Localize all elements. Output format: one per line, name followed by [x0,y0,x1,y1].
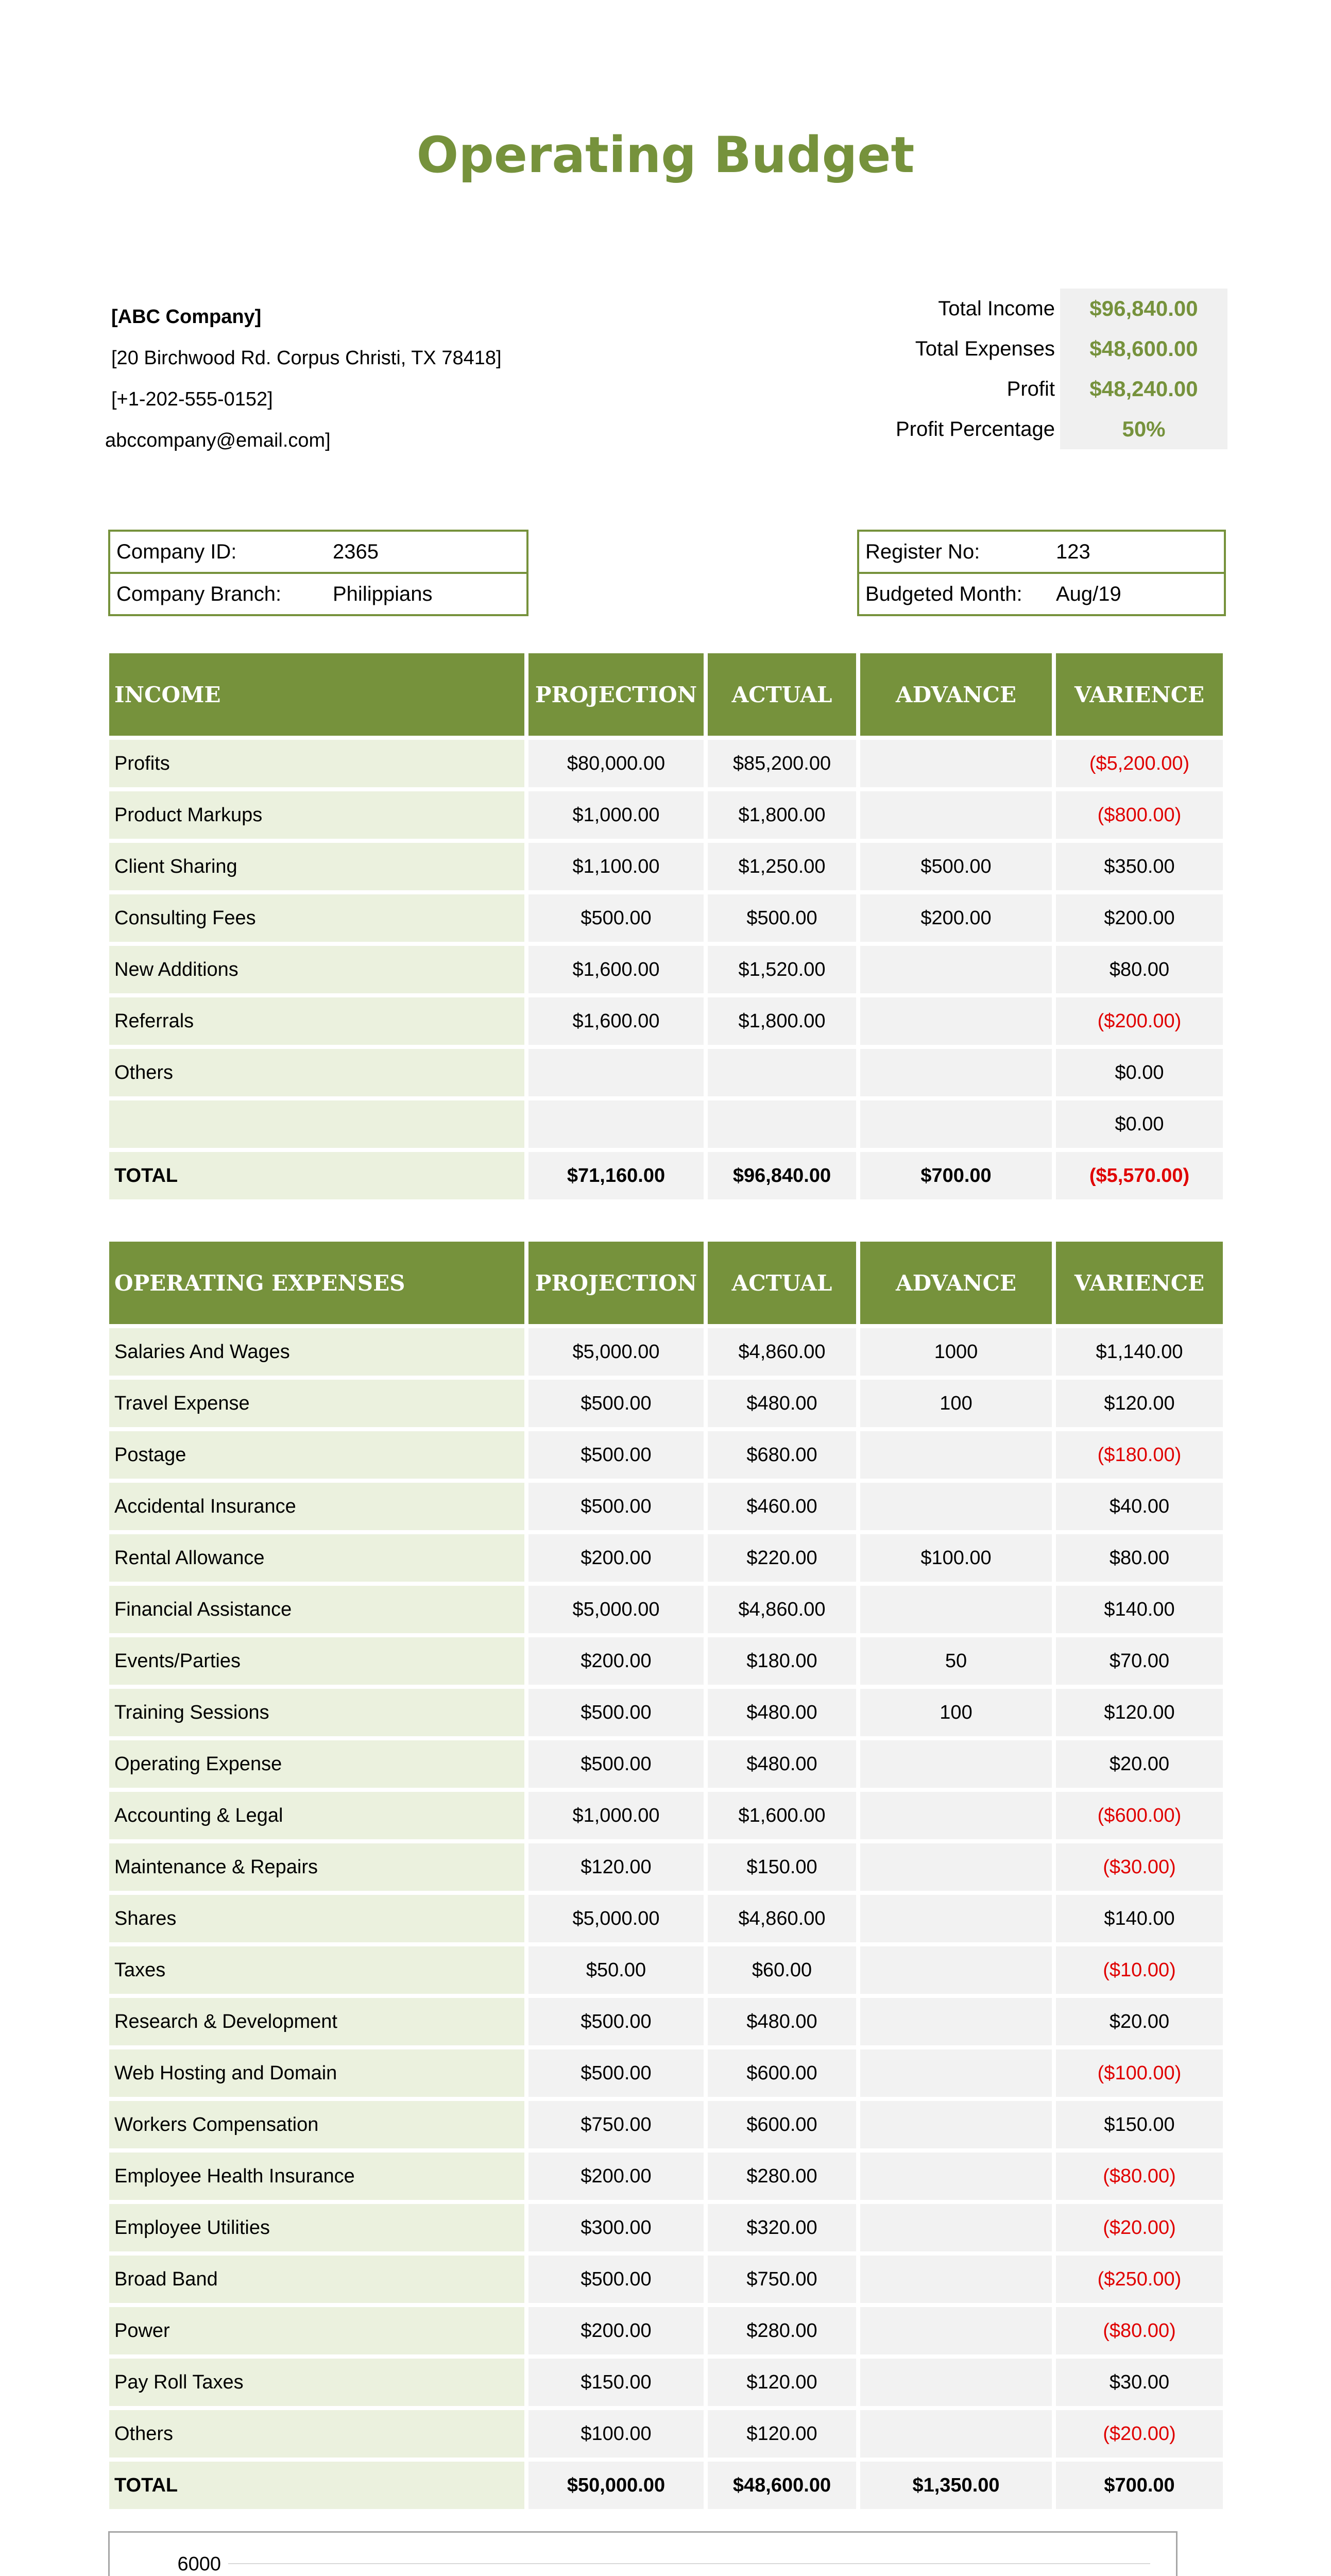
cell-variance: ($30.00) [1056,1843,1223,1891]
cell-actual: $600.00 [708,2049,856,2097]
cell-advance [860,997,1052,1045]
cell-variance: $80.00 [1056,946,1223,993]
cell-name: Broad Band [109,2256,524,2303]
table-row [109,997,1227,1045]
cell-variance: ($200.00) [1056,997,1223,1045]
cell-projection: $500.00 [528,2049,704,2097]
cell-projection: $1,600.00 [528,997,704,1045]
cell-variance: $120.00 [1056,1380,1223,1427]
cell-variance: $20.00 [1056,1998,1223,2045]
cell-projection: $500.00 [528,894,704,942]
register-info-box [857,530,1226,616]
company-block [105,296,502,461]
table-row [109,1483,1227,1530]
cell-variance: $150.00 [1056,2101,1223,2148]
cell-actual: $4,860.00 [708,1586,856,1633]
cell-projection: $50.00 [528,1946,704,1994]
cell-actual: $280.00 [708,2153,856,2200]
cell-actual: $480.00 [708,1689,856,1736]
cell-advance [860,791,1052,839]
cell-variance: $70.00 [1056,1637,1223,1685]
column-header: ADVANCE [860,1242,1052,1324]
cell-name: Workers Compensation [109,2101,524,2148]
cell-name: Employee Utilities [109,2204,524,2251]
summary-row [850,369,1227,409]
cell-variance: ($80.00) [1056,2153,1223,2200]
table-row [109,1946,1227,1994]
cell-name: Maintenance & Repairs [109,1843,524,1891]
cell-projection: $80,000.00 [528,740,704,787]
cell-actual: $320.00 [708,2204,856,2251]
cell-actual: $480.00 [708,1380,856,1427]
cell-actual: $1,800.00 [708,997,856,1045]
cell-actual [708,1100,856,1148]
cell-name: Financial Assistance [109,1586,524,1633]
cell-name: New Additions [109,946,524,993]
cell-name: Others [109,2410,524,2458]
cell-advance [860,2359,1052,2406]
summary-row [850,409,1227,449]
table-row [109,2359,1227,2406]
cell-projection: $750.00 [528,2101,704,2148]
cell-name: Training Sessions [109,1689,524,1736]
cell-projection: $5,000.00 [528,1586,704,1633]
cell-advance [860,2049,1052,2097]
cell-variance: ($20.00) [1056,2410,1223,2458]
table-row [109,894,1227,942]
cell-name: Consulting Fees [109,894,524,942]
cell-projection: $200.00 [528,2153,704,2200]
cell-name: Rental Allowance [109,1534,524,1582]
summary-block [850,289,1227,449]
info-row [859,532,1224,572]
expenses-chart [108,2531,1178,2576]
cell-advance: 50 [860,1637,1052,1685]
cell-variance: ($20.00) [1056,2204,1223,2251]
cell-advance [860,1998,1052,2045]
table-row [109,1586,1227,1633]
summary-value: $48,600.00 [1060,329,1227,369]
cell-advance [860,2204,1052,2251]
cell-projection: $200.00 [528,1637,704,1685]
cell-advance: 1000 [860,1328,1052,1376]
cell-name: Others [109,1049,524,1096]
cell-name: TOTAL [109,2462,524,2509]
info-value: Aug/19 [1056,582,1121,605]
table-row [109,2410,1227,2458]
info-row [110,572,526,614]
table-row [109,1100,1227,1148]
cell-advance [860,1792,1052,1839]
page-title: Operating Budget [416,126,915,184]
cell-advance [860,2101,1052,2148]
summary-row [850,329,1227,369]
info-label: Register No: [865,540,980,563]
cell-actual: $1,600.00 [708,1792,856,1839]
cell-name: Employee Health Insurance [109,2153,524,2200]
column-header: ADVANCE [860,653,1052,736]
cell-actual: $220.00 [708,1534,856,1582]
cell-variance: $1,140.00 [1056,1328,1223,1376]
cell-name: Events/Parties [109,1637,524,1685]
table-row [109,2101,1227,2148]
cell-variance: ($5,570.00) [1056,1152,1223,1199]
cell-projection: $1,000.00 [528,791,704,839]
cell-variance: $120.00 [1056,1689,1223,1736]
cell-advance: 100 [860,1380,1052,1427]
cell-projection: $71,160.00 [528,1152,704,1199]
info-row [110,532,526,572]
cell-variance: $20.00 [1056,1740,1223,1788]
table-row [109,843,1227,890]
cell-projection [528,1100,704,1148]
summary-label: Total Income [938,297,1055,320]
cell-variance: $140.00 [1056,1586,1223,1633]
total-row [109,1152,1227,1199]
cell-variance: $30.00 [1056,2359,1223,2406]
cell-name: Client Sharing [109,843,524,890]
income-table [109,653,1227,1199]
cell-projection: $120.00 [528,1843,704,1891]
cell-name: Product Markups [109,791,524,839]
cell-variance: ($10.00) [1056,1946,1223,1994]
table-row [109,1998,1227,2045]
cell-projection [528,1049,704,1096]
cell-advance [860,2410,1052,2458]
cell-projection: $1,100.00 [528,843,704,890]
table-row [109,2256,1227,2303]
cell-projection: $200.00 [528,1534,704,1582]
chart-svg [110,2533,1176,2576]
info-value: 2365 [333,540,379,563]
cell-name: Operating Expense [109,1740,524,1788]
cell-advance [860,1843,1052,1891]
table-row [109,1431,1227,1479]
info-row [859,572,1224,614]
table-row [109,740,1227,787]
cell-projection: $100.00 [528,2410,704,2458]
cell-advance [860,2256,1052,2303]
cell-advance [860,1895,1052,1942]
total-row [109,2462,1227,2509]
cell-name: Power [109,2307,524,2354]
cell-advance [860,1946,1052,1994]
cell-actual: $1,250.00 [708,843,856,890]
cell-advance [860,2153,1052,2200]
cell-variance: $0.00 [1056,1100,1223,1148]
cell-advance [860,1740,1052,1788]
cell-variance: $200.00 [1056,894,1223,942]
cell-projection: $500.00 [528,2256,704,2303]
cell-projection: $500.00 [528,1689,704,1736]
cell-name: Web Hosting and Domain [109,2049,524,2097]
info-label: Budgeted Month: [865,582,1022,605]
company-address: [20 Birchwood Rd. Corpus Christi, TX 78418] [111,347,502,369]
cell-name: Taxes [109,1946,524,1994]
cell-advance: 100 [860,1689,1052,1736]
expenses-table [109,1242,1227,2509]
cell-projection: $150.00 [528,2359,704,2406]
column-header: PROJECTION [528,1242,704,1324]
cell-projection: $50,000.00 [528,2462,704,2509]
cell-actual: $48,600.00 [708,2462,856,2509]
cell-name: Pay Roll Taxes [109,2359,524,2406]
column-header: VARIENCE [1056,653,1223,736]
cell-advance: $200.00 [860,894,1052,942]
table-row [109,2049,1227,2097]
cell-advance: $100.00 [860,1534,1052,1582]
cell-actual: $500.00 [708,894,856,942]
cell-actual: $280.00 [708,2307,856,2354]
cell-advance: $1,350.00 [860,2462,1052,2509]
company-email: abccompany@email.com] [105,430,331,451]
cell-variance: $40.00 [1056,1483,1223,1530]
cell-actual: $4,860.00 [708,1328,856,1376]
table-header [109,653,1227,736]
summary-label: Profit Percentage [895,417,1055,440]
cell-projection: $500.00 [528,1483,704,1530]
summary-label: Profit [1006,377,1055,400]
table-row [109,1534,1227,1582]
table-row [109,1637,1227,1685]
company-name: [ABC Company] [111,306,262,328]
cell-variance: $350.00 [1056,843,1223,890]
summary-value: $96,840.00 [1060,289,1227,329]
cell-variance: $80.00 [1056,1534,1223,1582]
cell-actual: $96,840.00 [708,1152,856,1199]
cell-projection: $1,000.00 [528,1792,704,1839]
cell-actual: $60.00 [708,1946,856,1994]
cell-name: Referrals [109,997,524,1045]
cell-variance: ($250.00) [1056,2256,1223,2303]
cell-actual: $120.00 [708,2359,856,2406]
column-header: ACTUAL [708,1242,856,1324]
cell-projection: $500.00 [528,1431,704,1479]
table-row [109,946,1227,993]
company-phone: [+1-202-555-0152] [111,388,273,410]
table-row [109,1792,1227,1839]
cell-advance [860,1483,1052,1530]
info-label: Company ID: [116,540,237,563]
cell-variance: $700.00 [1056,2462,1223,2509]
info-label: Company Branch: [116,582,282,605]
table-row [109,1689,1227,1736]
column-header: PROJECTION [528,653,704,736]
cell-advance: $500.00 [860,843,1052,890]
cell-advance [860,2307,1052,2354]
table-row [109,1740,1227,1788]
cell-name: Shares [109,1895,524,1942]
cell-name: Accounting & Legal [109,1792,524,1839]
summary-value: 50% [1060,409,1227,449]
cell-variance: ($800.00) [1056,791,1223,839]
cell-advance [860,1100,1052,1148]
cell-projection: $1,600.00 [528,946,704,993]
cell-name: TOTAL [109,1152,524,1199]
cell-variance: ($5,200.00) [1056,740,1223,787]
cell-actual: $180.00 [708,1637,856,1685]
cell-variance: $140.00 [1056,1895,1223,1942]
cell-variance: $0.00 [1056,1049,1223,1096]
cell-actual: $460.00 [708,1483,856,1530]
table-row [109,791,1227,839]
cell-actual: $1,520.00 [708,946,856,993]
cell-actual: $750.00 [708,2256,856,2303]
cell-name: Postage [109,1431,524,1479]
cell-projection: $5,000.00 [528,1895,704,1942]
table-row [109,1328,1227,1376]
cell-projection: $500.00 [528,1380,704,1427]
table-row [109,2307,1227,2354]
cell-name: Salaries And Wages [109,1328,524,1376]
y-tick-label: 6000 [177,2553,221,2575]
table-row [109,2153,1227,2200]
summary-label: Total Expenses [915,337,1055,360]
column-header: INCOME [109,653,524,736]
cell-actual: $4,860.00 [708,1895,856,1942]
company-info-box [108,530,528,616]
column-header: VARIENCE [1056,1242,1223,1324]
table-row [109,1049,1227,1096]
cell-projection: $200.00 [528,2307,704,2354]
cell-advance [860,946,1052,993]
cell-actual: $480.00 [708,1740,856,1788]
cell-actual: $1,800.00 [708,791,856,839]
cell-projection: $300.00 [528,2204,704,2251]
cell-name: Travel Expense [109,1380,524,1427]
cell-name: Profits [109,740,524,787]
cell-variance: ($80.00) [1056,2307,1223,2354]
cell-variance: ($600.00) [1056,1792,1223,1839]
column-header: ACTUAL [708,653,856,736]
cell-advance: $700.00 [860,1152,1052,1199]
cell-actual: $120.00 [708,2410,856,2458]
cell-name: Research & Development [109,1998,524,2045]
cell-actual: $85,200.00 [708,740,856,787]
info-value: Philippians [333,582,433,605]
cell-actual: $600.00 [708,2101,856,2148]
summary-row [850,289,1227,329]
cell-actual: $680.00 [708,1431,856,1479]
cell-projection: $5,000.00 [528,1328,704,1376]
table-row [109,1895,1227,1942]
cell-projection: $500.00 [528,1740,704,1788]
cell-advance [860,1049,1052,1096]
cell-name: Accidental Insurance [109,1483,524,1530]
table-row [109,1843,1227,1891]
cell-name [109,1100,524,1148]
table-row [109,1380,1227,1427]
summary-value: $48,240.00 [1060,369,1227,409]
cell-variance: ($100.00) [1056,2049,1223,2097]
column-header: OPERATING EXPENSES [109,1242,524,1324]
info-value: 123 [1056,540,1090,563]
cell-actual [708,1049,856,1096]
cell-variance: ($180.00) [1056,1431,1223,1479]
cell-projection: $500.00 [528,1998,704,2045]
table-row [109,2204,1227,2251]
cell-actual: $480.00 [708,1998,856,2045]
table-header [109,1242,1227,1324]
cell-actual: $150.00 [708,1843,856,1891]
cell-advance [860,740,1052,787]
cell-advance [860,1431,1052,1479]
cell-advance [860,1586,1052,1633]
